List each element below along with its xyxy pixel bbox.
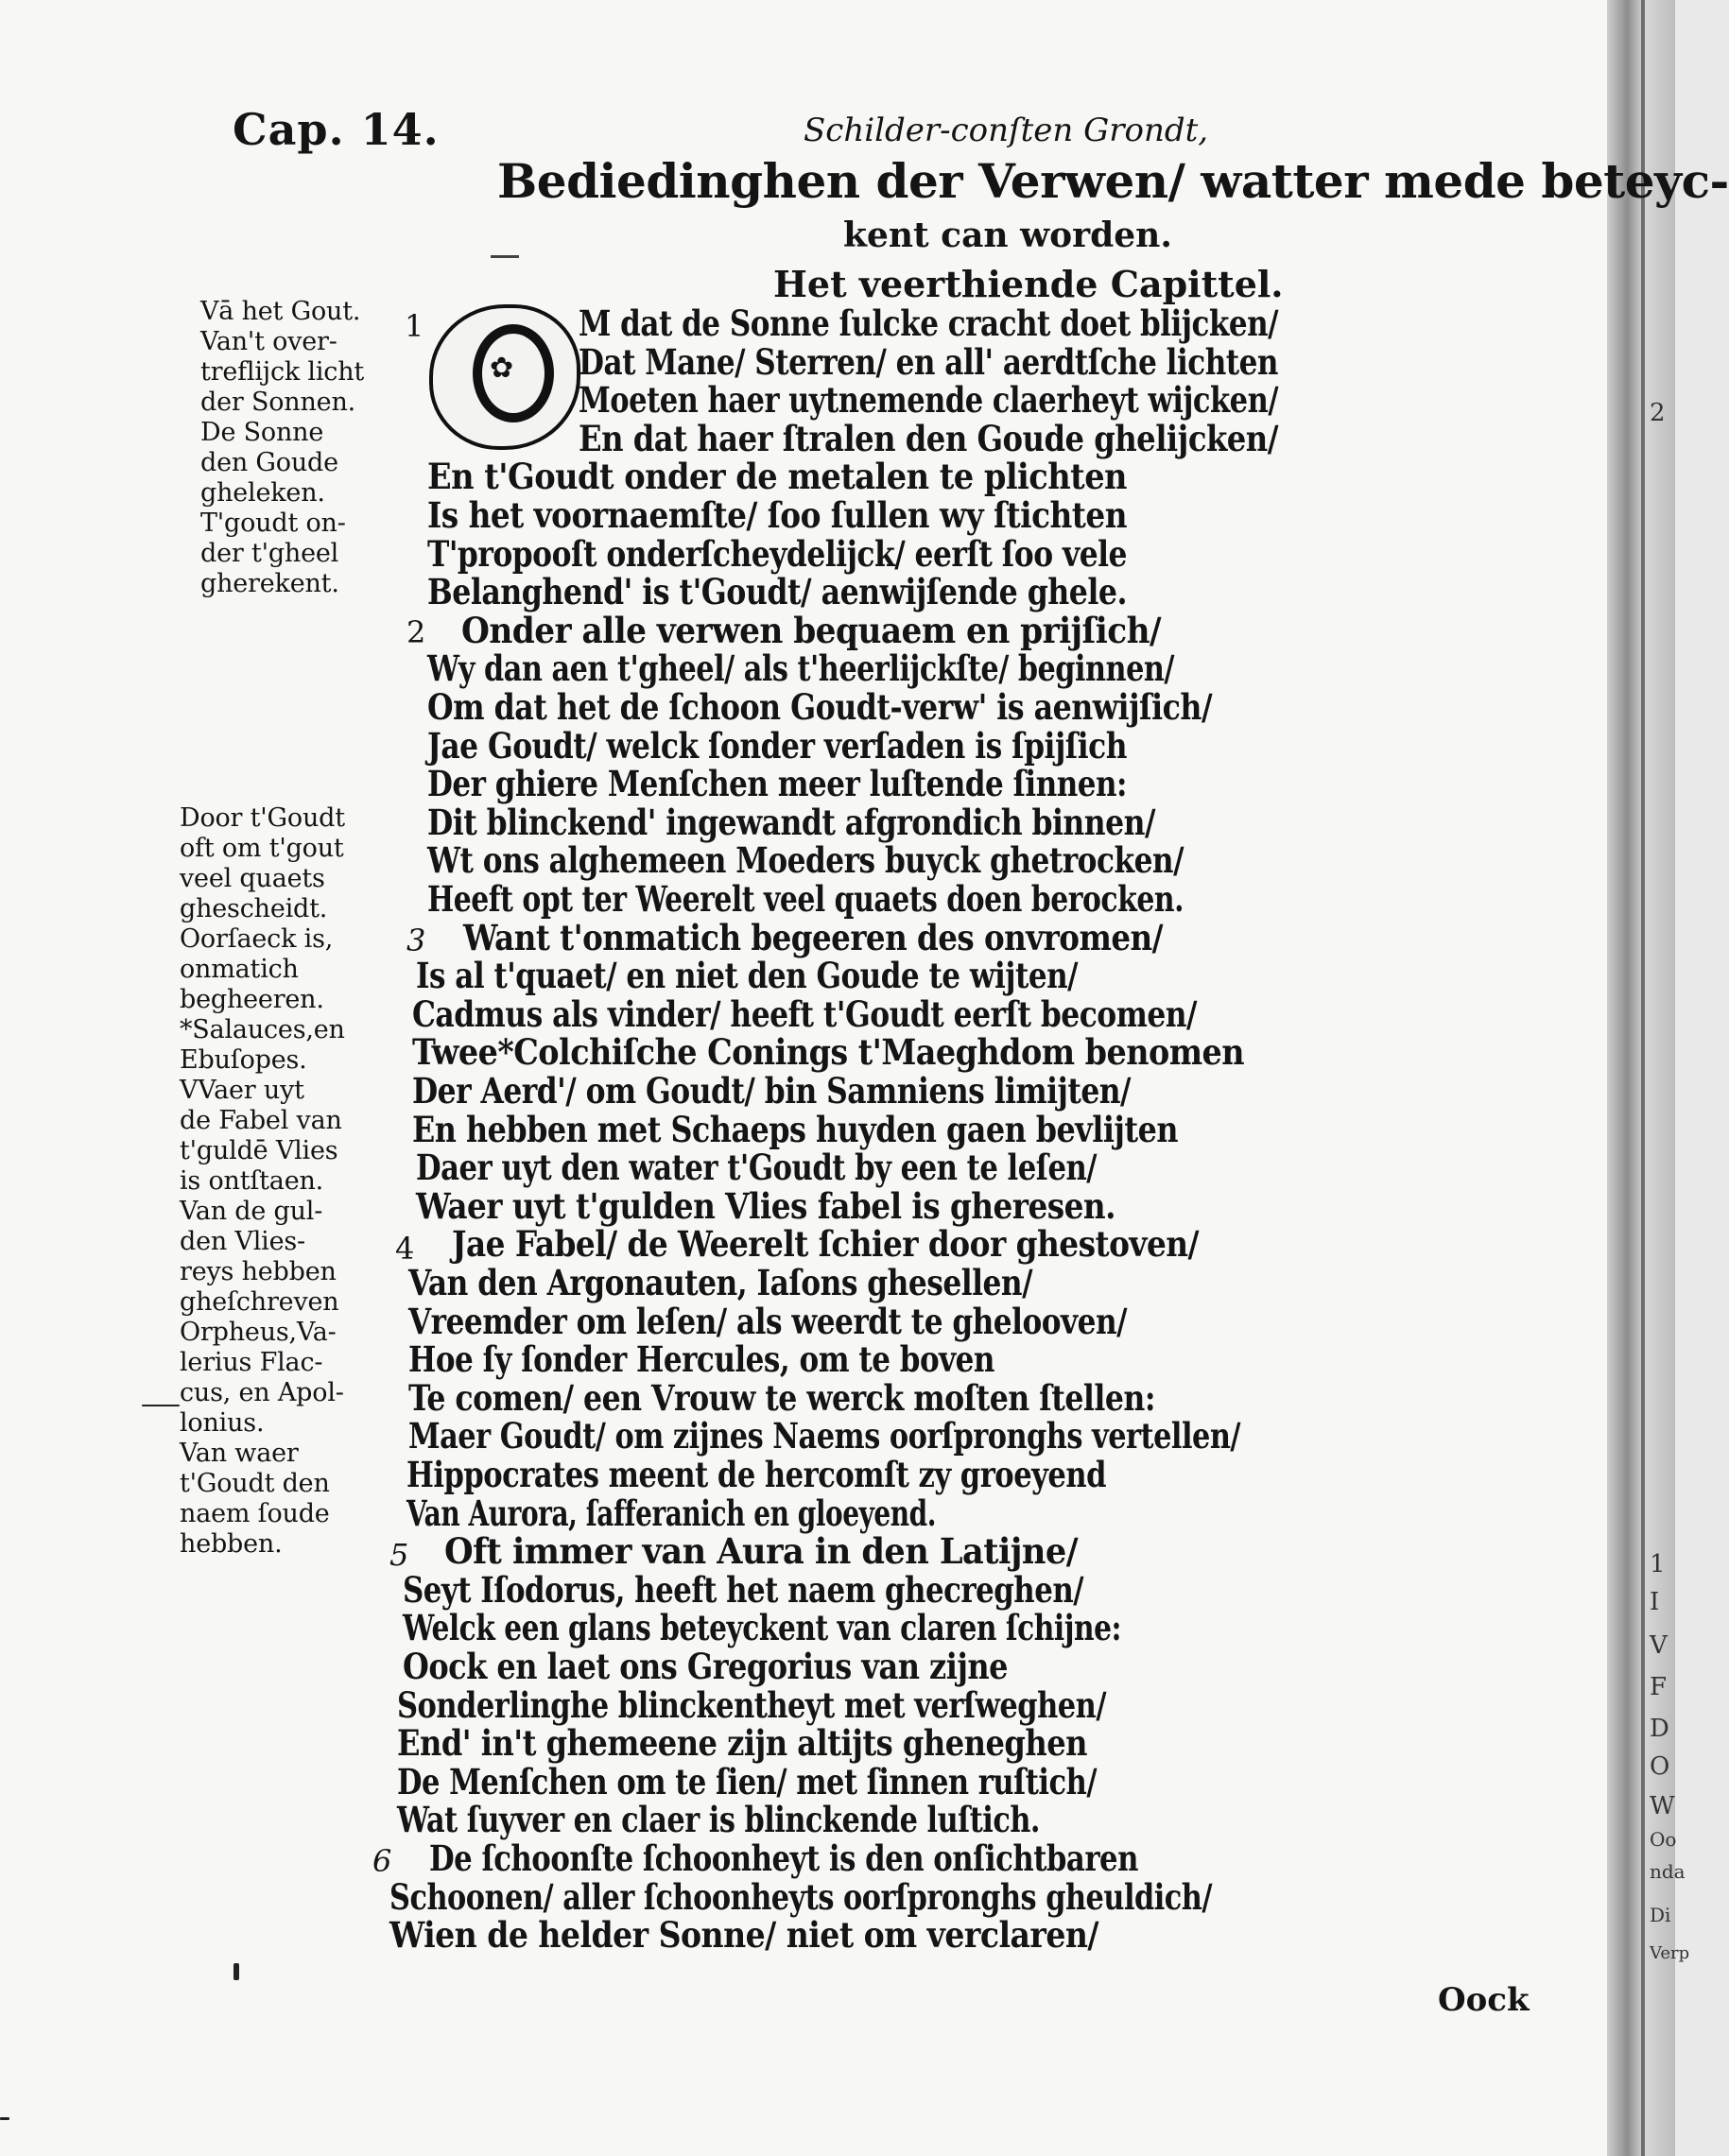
gutter-fragment: 2 xyxy=(1650,399,1666,427)
gutter-fragment: V xyxy=(1650,1631,1668,1660)
verse-line: Jae Fabel/ de Weerelt ſchier door ghestoven/ xyxy=(452,1223,1199,1266)
verse-line: End' in't ghemeene zijn altijts gheneghen xyxy=(397,1722,1087,1765)
stanza-number: 5 xyxy=(389,1537,409,1573)
gutter-fragment: Oo xyxy=(1650,1828,1677,1851)
verse-line: Is het voornaemſte/ ſoo ſullen wy ſtichten xyxy=(427,494,1127,536)
gutter-fragment: O xyxy=(1650,1752,1670,1781)
stanza-number: 6 xyxy=(372,1843,392,1879)
gutter-fragment: I xyxy=(1650,1588,1660,1616)
stanza-number: 2 xyxy=(406,614,426,650)
verse-line: Oock en laet ons Gregorius van zijne xyxy=(403,1646,1008,1687)
verse-line: En hebben met Schaeps huyden gaen bevlijten xyxy=(412,1108,1178,1150)
verse-line: T'propooſt onderſcheydelijck/ eerſt ſoo vele xyxy=(427,532,1127,575)
verse-line: Schoonen/ aller ſchoonheyts oorſpronghs gheuldich/ xyxy=(389,1875,1212,1918)
verse-line: Dat Mane/ Sterren/ en all' aerdtſche lichten xyxy=(579,340,1278,383)
verse-line: Maer Goudt/ om zijnes Naems oorſpronghs vertellen/ xyxy=(408,1415,1240,1457)
chapter-title-line-1: Bediedinghen der Verwen/ watter mede beteyc- xyxy=(497,153,1729,209)
verse-line: Jae Goudt/ welck ſonder verſaden is ſpijſich xyxy=(427,724,1127,767)
verse-line: En dat haer ſtralen den Goude ghelijcken/ xyxy=(579,417,1278,459)
stanza-number: 3 xyxy=(406,923,426,958)
verse-line: Oft immer van Aura in den Latijne/ xyxy=(444,1530,1078,1573)
verse-line: Daer uyt den water t'Goudt by een te leſen/ xyxy=(416,1147,1097,1189)
gutter-fragment: nda xyxy=(1650,1860,1686,1883)
verse-line: Vreemder om leſen/ als weerdt te ghelooven/ xyxy=(408,1300,1127,1342)
ink-speck xyxy=(142,1405,180,1406)
verse-line: Moeten haer uytnemende claerheyt wijcken/ xyxy=(579,379,1278,422)
margin-note-gold-light: Vā het Gout. Van't over- treflijck licht der Sonnen. De Sonne den Goude gheleken. T'goudt on- der t'gheel gherekent. xyxy=(200,297,365,598)
verse-line: Wien de helder Sonne/ niet om verclaren/ xyxy=(389,1914,1098,1957)
gutter-fragment: W xyxy=(1650,1792,1675,1820)
verse-line: De ſchoonſte ſchoonheyt is den onſichtbaren xyxy=(429,1837,1138,1879)
verse-line: Cadmus als vinder/ heeft t'Goudt eerſt becomen/ xyxy=(412,992,1197,1035)
verse-line: Heeft opt ter Weerelt veel quaets doen berocken. xyxy=(427,878,1184,920)
chapter-running-head: Cap. 14. xyxy=(233,104,440,155)
rule-mark xyxy=(491,255,519,258)
verse-line: En t'Goudt onder de metalen te plichten xyxy=(427,456,1127,498)
verse-line: Der Aerd'/ om Goudt/ bin Samniens limijten/ xyxy=(412,1070,1131,1112)
verse-line: Te comen/ een Vrouw te werck moſten ſtellen: xyxy=(408,1376,1155,1419)
ink-speck xyxy=(0,2117,9,2120)
verse-line: Dit blinckend' ingewandt afgrondich binnen/ xyxy=(427,801,1155,843)
chapter-title-line-2 xyxy=(0,216,1675,255)
verse-line: Wt ons alghemeen Moeders buyck ghetrocken/ xyxy=(427,839,1184,882)
verse-line: Der ghiere Menſchen meer luſtende ſinnen: xyxy=(427,763,1127,805)
verse-line: Want t'onmatich begeeren des onvromen/ xyxy=(463,916,1163,958)
verse-line: Wy dan aen t'gheel/ als t'heerlijckſte/ beginnen/ xyxy=(427,647,1174,690)
verse-line: Hoe ſy ſonder Hercules, om te boven xyxy=(408,1338,994,1381)
verse-line: De Menſchen om te ſien/ met ſinnen ruſtich/ xyxy=(397,1760,1097,1802)
gutter-fragment: Di xyxy=(1650,1904,1671,1926)
gutter-fragment: D xyxy=(1650,1715,1669,1743)
margin-note-gold-history: Door t'Goudt oft om t'gout veel quaets ghescheidt. Oorſaeck is, onmatich begheeren. *Salauces,en Ebuſopes. VVaer uyt de Fabel van t'guldē Vlies is ontſtaen. Van de gul- den Vlies- reys hebben gheſchreven Orpheus,Va- lerius Flac- cus, en Apol- lonius. Van waer t'Goudt den naem ſoude hebben. xyxy=(180,803,345,1559)
running-title: Schilder-conſten Grondt, xyxy=(804,112,1209,149)
verse-line: Seyt Iſodorus, heeft het naem ghecreghen/ xyxy=(403,1568,1083,1611)
stanza-number: 1 xyxy=(405,308,424,344)
catchword: Oock xyxy=(1438,1981,1530,2019)
gutter-fragment: Verp xyxy=(1650,1943,1690,1963)
chapter-title-line-2-text: kent can worden. xyxy=(843,216,1172,255)
verse-line: Belanghend' is t'Goudt/ aenwijſende ghele. xyxy=(427,571,1127,613)
ink-speck xyxy=(233,1963,239,1980)
verse-line: Van den Argonauten, Iaſons ghesellen/ xyxy=(408,1262,1032,1303)
stanza-number: 4 xyxy=(395,1231,415,1267)
gutter-fragment: F xyxy=(1650,1673,1668,1701)
verse-line: Hippocrates meent de hercomſt zy groeyend xyxy=(406,1454,1106,1495)
verse-line: Twee*Colchiſche Conings t'Maeghdom benomen xyxy=(412,1031,1244,1074)
verse-line: Van Aurora, ſafferanich en gloeyend. xyxy=(406,1492,936,1534)
verse-line: Is al t'quaet/ en niet den Goude te wijten/ xyxy=(416,955,1078,997)
verse-line: M dat de Sonne ſulcke cracht doet blijcken/ xyxy=(579,302,1278,344)
flower-ornament-icon: ✿ xyxy=(490,352,514,385)
verse-line: Sonderlinghe blinckentheyt met verſweghen/ xyxy=(397,1683,1106,1726)
next-page-edge xyxy=(1641,0,1645,2156)
chapter-heading: Het veerthiende Capittel. xyxy=(773,263,1284,305)
verse-line: Wat ſuyver en claer is blinckende luſtich. xyxy=(397,1799,1040,1841)
verse-line: Welck een glans beteyckent van claren ſchijne: xyxy=(403,1607,1121,1649)
verse-line: Waer uyt t'gulden Vlies fabel is gheresen. xyxy=(416,1184,1115,1227)
verse-line: Om dat het de ſchoon Goudt-verw' is aenwijſich/ xyxy=(427,686,1212,728)
gutter-fragment: 1 xyxy=(1650,1550,1666,1578)
verse-line: Onder alle verwen bequaem en prijſich/ xyxy=(461,609,1161,651)
